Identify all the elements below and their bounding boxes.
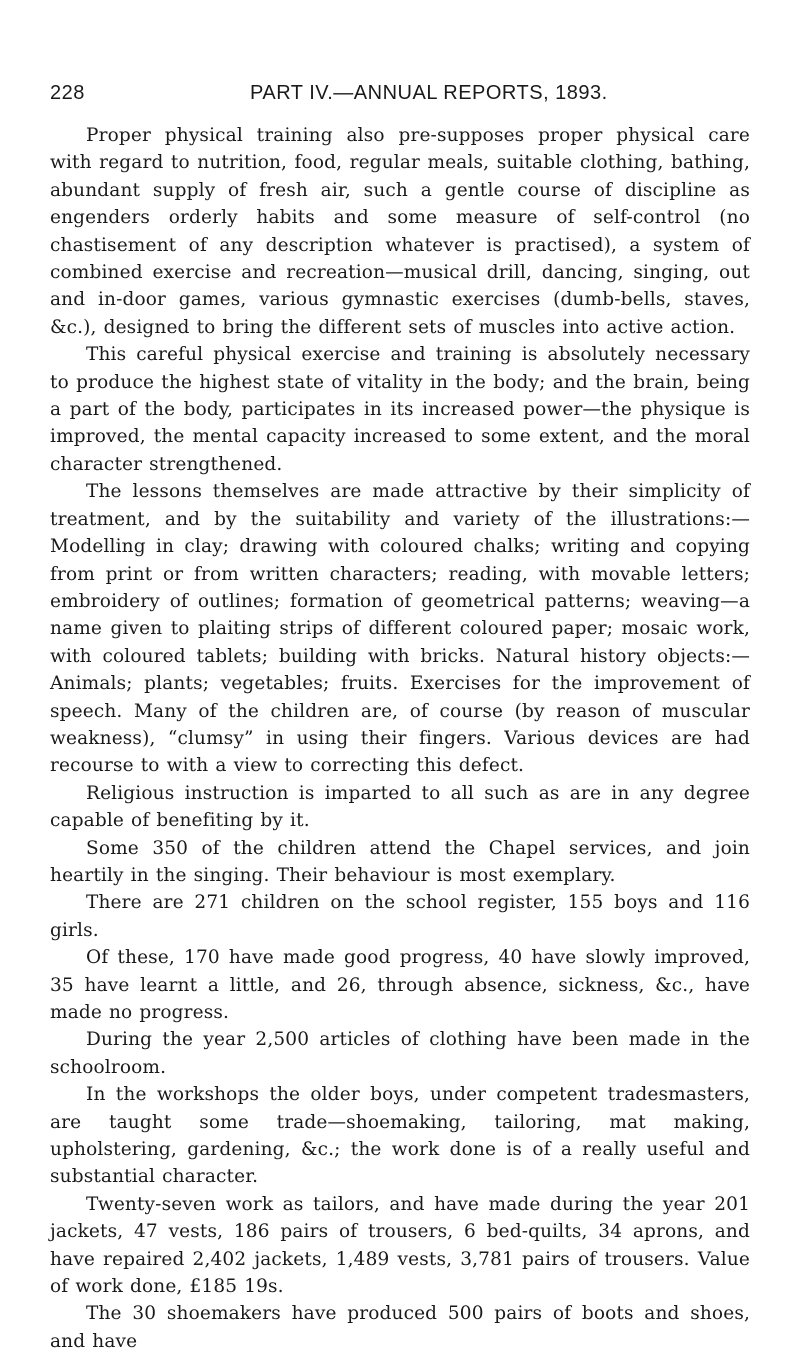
paragraph-physical-exercise: This careful physical exercise and training is absolutely necessary to produce the highest state of vitality in the body; and the brain, being a part of the body, participates in its increased power—the physique is improved, the mental capacity increased to some extent, and the moral character strengthened.	[50, 344, 750, 475]
paragraph-tailors: Twenty-seven work as tailors, and have made during the year 201 jackets, 47 vests, 186 pairs of trousers, 6 bed-quilts, 34 aprons, and have repaired 2,402 jackets, 1,489 vests, 3,781 pairs of trousers. Value of work done, £185 19s.	[50, 1193, 750, 1298]
paragraph-chapel-services: Some 350 of the children attend the Chapel services, and join heartily in the singing. Their behaviour is most exemplary.	[50, 837, 750, 886]
paragraph-shoemakers: The 30 shoemakers have produced 500 pairs of boots and shoes, and have	[50, 1303, 750, 1352]
document-page	[50, 80, 750, 1355]
paragraph-lessons: The lessons themselves are made attractive by their simplicity of treatment, and by the suitability and variety of the illustrations:—Modelling in clay; drawing with coloured chalks; writing and copying from print or from written characters; reading, with movable letters; embroidery of outlines; formation of geometrical patterns; weaving—a name given to plaiting strips of different coloured paper; mosaic work, with coloured tablets; building with bricks. Natural history objects:—Animals; plants; vegetables; fruits. Exercises for the improvement of speech. Many of the children are, of course (by reason of muscular weakness), “clumsy” in using their fingers. Various devices are had recourse to with a view to correcting this defect.	[50, 481, 750, 777]
paragraph-workshops: In the workshops the older boys, under competent tradesmasters, are taught some trade—shoemaking, tailoring, mat making, upholstering, gardening, &c.; the work done is of a really useful and substantial character.	[50, 1084, 750, 1188]
page-header	[50, 80, 750, 110]
paragraph-progress: Of these, 170 have made good progress, 40 have slowly improved, 35 have learnt a little, and 26, through absence, sickness, &c., have made no progress.	[50, 947, 750, 1023]
paragraph-religious-instruction: Religious instruction is imparted to all such as are in any degree capable of benefiting by it.	[50, 782, 750, 832]
paragraph-physical-care: Proper physical training also pre-supposes proper physical care with regard to nutrition, food, regular meals, suitable clothing, bathing, abundant supply of fresh air, such a gentle course of discipline as engenders orderly habits and some measure of self-control (no chastisement of any description whatever is practised), a system of combined exercise and recreation—musical drill, dancing, singing, out and in-door games, various gymnastic exercises (dumb-bells, staves, &c.), designed to bring the different sets of muscles into active action.	[50, 125, 750, 338]
page-number: 228	[50, 82, 85, 104]
running-head: PART IV.—ANNUAL REPORTS, 1893.	[250, 82, 608, 104]
body-text	[50, 122, 750, 1355]
paragraph-clothing: During the year 2,500 articles of clothing have been made in the schoolroom.	[50, 1029, 750, 1078]
paragraph-school-register: There are 271 children on the school register, 155 boys and 116 girls.	[50, 892, 750, 941]
